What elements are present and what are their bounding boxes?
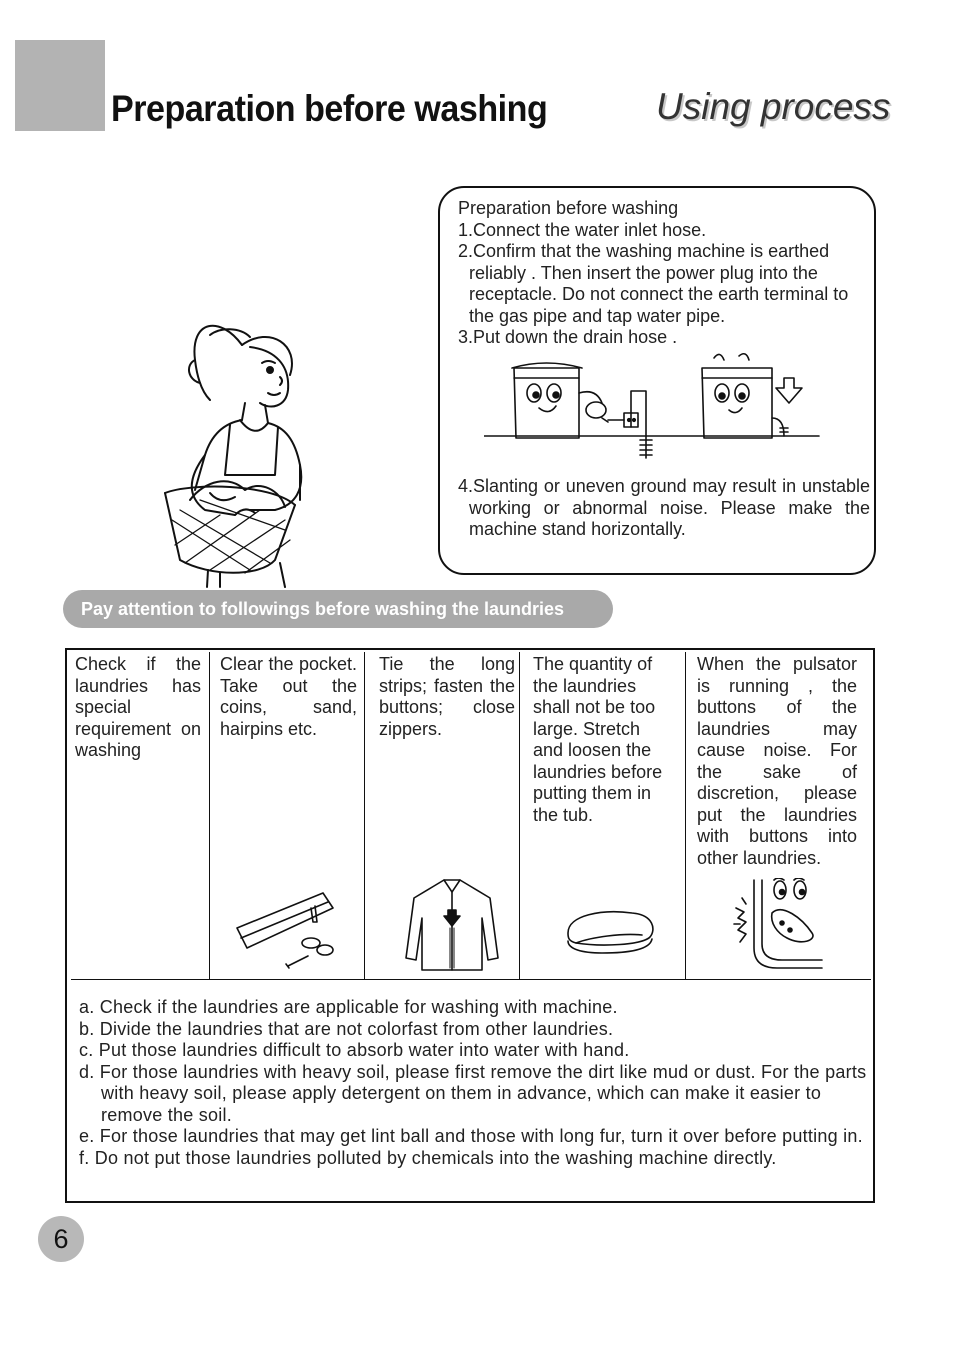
prep-step-1: 1.Connect the water inlet hose. — [458, 219, 707, 240]
column-divider — [364, 652, 365, 979]
column-divider — [519, 652, 520, 979]
preparation-steps-top — [458, 198, 870, 349]
folded-laundry-icon — [562, 905, 657, 960]
tip-cell: When the pulsator is running , the buttons of the laundries may cause noise. For the sake of discretion, please put the laundries with buttons into other laundries. — [697, 654, 857, 868]
tip-cell: Clear the pocket. Take out the coins, sand, hairpins etc. — [220, 654, 357, 739]
note-item: e. For those laundries that may get lint ball and those with long fur, turn it over before putting in. — [79, 1126, 863, 1146]
page-number-badge: 6 — [38, 1216, 84, 1262]
prep-step-2: 2.Confirm that the washing machine is earthed reliably . Then insert the power plug into the receptacle. Do not connect the earth terminal to the gas pipe and tap water pipe. — [458, 241, 849, 326]
woman-with-basket-illustration — [150, 315, 320, 590]
pocket-coins-icon — [233, 888, 338, 970]
note-item: c. Put those laundries difficult to absorb water into water with hand. — [79, 1040, 630, 1060]
column-divider — [209, 652, 210, 979]
tip-cell: Tie the long strips; fasten the buttons; close zippers. — [379, 654, 515, 739]
noisy-buttons-icon — [732, 878, 827, 970]
row-divider — [71, 979, 871, 980]
tip-cell: Check if the laundries has special requirement on washing — [75, 654, 201, 760]
prep-step-3: 3.Put down the drain hose . — [458, 327, 678, 347]
page-title: Preparation before washing — [111, 88, 548, 129]
note-item: d. For those laundries with heavy soil, please first remove the dirt like mud or dust. For the parts with heavy soil, please apply detergent on them in advance, which can make it easier to remove the soil. — [79, 1061, 867, 1125]
column-divider — [685, 652, 686, 979]
washing-machines-illustration — [484, 348, 824, 473]
tip-cell: The quantity of the laundries shall not be too large. Stretch and loosen the laundries before putting them in the tub. — [533, 654, 663, 825]
prep-step-4: 4.Slanting or uneven ground may result in unstable working or abnormal noise. Please make the machine stand horizontally. — [458, 476, 870, 539]
attention-banner: Pay attention to followings before washing the laundries — [63, 590, 613, 628]
preparation-heading: Preparation before washing — [458, 198, 679, 218]
note-item: f. Do not put those laundries polluted by chemicals into the washing machine directly. — [79, 1147, 777, 1168]
note-item: a. Check if the laundries are applicable for washing with machine. — [79, 997, 618, 1017]
shirt-icon — [402, 878, 502, 973]
preparation-box — [438, 186, 876, 575]
washing-notes — [79, 997, 874, 1169]
tips-table — [65, 648, 875, 1203]
section-title: Using process — [656, 86, 891, 127]
decorative-gray-square — [15, 40, 105, 131]
preparation-steps-bottom — [458, 476, 870, 541]
note-item: b. Divide the laundries that are not colorfast from other laundries. — [79, 1018, 614, 1039]
